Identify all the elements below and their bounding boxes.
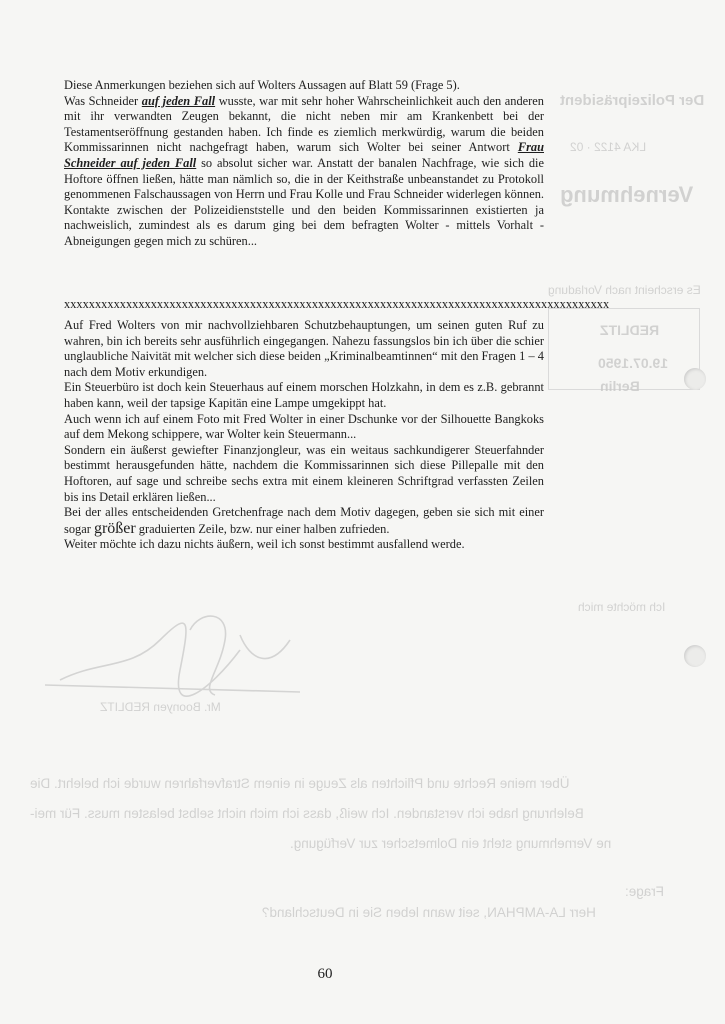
text-run: Bei der alles entscheidenden Gretchenfrage nach dem Motiv dagegen, geben sie sich mit einer sogar <box>64 505 544 536</box>
text-run: wusste, war mit sehr hoher Wahrscheinlichkeit auch den anderen mit ihr verwandten Zeugen bekannt, die nicht neben mir am Krankenbett bei der Testamentseröffnung gestanden haben. Ich finde es ziemlich merkwürdig, warum die beiden Kommissarinnen nicht nachgefragt haben, warum sich Wolter bei seiner Antwort <box>64 93 545 155</box>
paragraph: Diese Anmerkungen beziehen sich auf Wolters Aussagen auf Blatt 59 (Frage 5). <box>64 78 460 92</box>
showthrough-heading: Der Polizeipräsident <box>560 92 705 109</box>
signature-showthrough <box>40 600 320 720</box>
punch-hole <box>684 645 706 667</box>
showthrough-line: ne Vernehmung steht ein Dolmetscher zur Verfügung. <box>290 836 612 851</box>
paragraph <box>64 94 544 250</box>
showthrough-signature-name: Mr. Boonyen REDLITZ <box>100 700 221 714</box>
showthrough-title: Vernehmung <box>560 182 694 207</box>
text-run: so absolut sicher war. Anstatt der banalen Nachfrage, wie sich die Hoftore öffnen ließen, hätte man nämlich so, die in der Keithstraße unbeanstandet zu Protokoll genommenen Falschaussagen von Herrn und Frau Kolle und Frau Schneider widerlegen können. Kontakte zwischen der Polizeidienststelle und den beiden Kommissarinnen existierten ja nachweislich, zumindest als es darum ging bei dem befragten Wolter - mittels Vorhalt - Abneigungen gegen mich zu schüren... <box>64 155 545 248</box>
paragraph-block-2 <box>64 318 544 553</box>
showthrough-line: Frage: <box>625 884 665 899</box>
paragraph-block-1 <box>64 78 544 250</box>
paragraph: Ein Steuerbüro ist doch kein Steuerhaus auf einem morschen Holzkahn, in dem es z.B. gebrannt haben kann, weil der tapsige Kapitän eine Lampe umgekippt hat. <box>64 380 544 410</box>
page-number: 60 <box>317 966 333 982</box>
showthrough-city: Berlin <box>600 378 640 394</box>
showthrough-reference: LKA 4122 · 02 <box>570 140 647 154</box>
showthrough-line: Belehrung habe ich verstanden. Ich weiß, dass ich mich nicht selbst belasten muss. Für mei- <box>30 806 584 821</box>
showthrough-name: REDLITZ <box>600 322 660 338</box>
emphasis-text: Frau Schneider auf jeden Fall <box>64 140 544 170</box>
paragraph: Auf Fred Wolters von mir nachvollziehbaren Schutzbehauptungen, um seinen guten Ruf zu wahren, bin ich bereits sehr ausführlich eingegangen. Nahezu fassungslos bin ich über die schier unglaubliche Naivität mit welcher sich diese beiden „Kriminalbeamtinnen“ mit den Fragen 1 – 4 nach dem Motiv erkundigen. <box>64 318 544 379</box>
showthrough-line: Über meine Rechte und Pflichten als Zeuge in einem Strafverfahren wurde ich belehrt. Die <box>30 776 570 791</box>
showthrough-line: Herr LA-AMPHAN, seit wann leben Sie in Deutschland? <box>262 905 596 920</box>
paragraph: Auch wenn ich auf einem Foto mit Fred Wolter in einer Dschunke vor der Silhouette Bangkoks auf dem Mekong schippere, war Wolter kein Steuermann... <box>64 411 544 442</box>
paragraph: Weiter möchte ich dazu nichts äußern, weil ich sonst bestimmt ausfallend werde. <box>64 537 465 552</box>
enlarged-word: größer <box>93 519 136 537</box>
separator-line: xxxxxxxxxxxxxxxxxxxxxxxxxxxxxxxxxxxxxxxxxxxxxxxxxxxxxxxxxxxxxxxxxxxxxxxxxxxxxxxxxxxxxxxx <box>64 297 610 311</box>
showthrough-date: 19.07.1950 <box>598 355 669 371</box>
text-run: graduierten Zeile, bzw. nur einer halben zufrieden. <box>135 521 390 536</box>
text-run: Was Schneider <box>64 93 142 108</box>
showthrough-line: Es erscheint nach Vorladung <box>548 283 701 297</box>
paragraph <box>64 505 544 537</box>
showthrough-line: Ich möchte mich <box>578 600 666 614</box>
emphasis-text: auf jeden Fall <box>141 93 216 108</box>
showthrough-box <box>548 308 700 390</box>
paragraph: Sondern ein äußerst gewiefter Finanzjongleur, was ein weitaus sachkundigerer Steuerfahnder bestimmt herausgefunden hätte, nachdem die Kommissarinnen sich diese Pillepalle mit den Hoftoren, auf sage und schreibe sechs extra mit einem kleineren Schriftgrad verfassten Zeilen bis ins Detail erklären ließen... <box>64 442 544 504</box>
punch-hole <box>684 368 706 390</box>
